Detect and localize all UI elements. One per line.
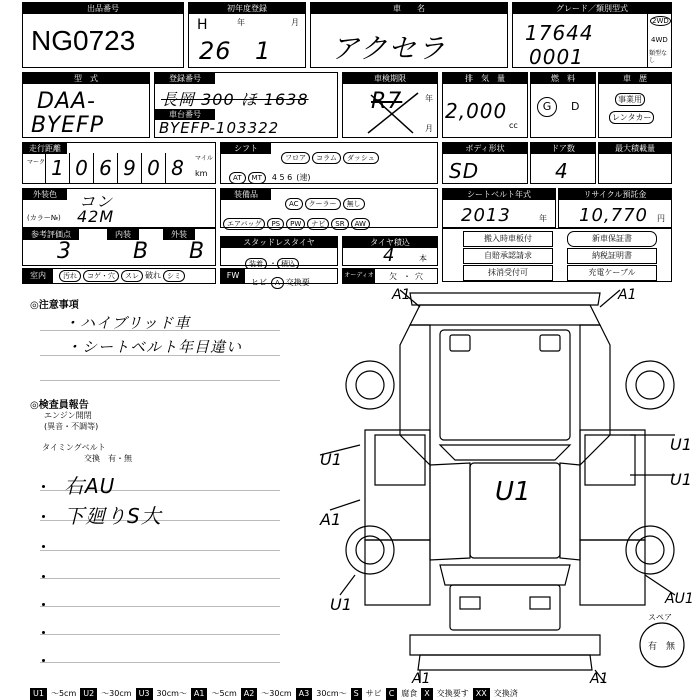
doors-box — [530, 142, 596, 184]
mileage-digits — [45, 153, 189, 183]
recycle-box — [558, 188, 672, 228]
studless-box — [220, 236, 338, 266]
recycle-unit: 円 — [657, 214, 665, 223]
legend-key: A2 — [241, 688, 258, 700]
fw-label: FW — [221, 269, 245, 283]
model-box — [22, 72, 150, 138]
report-label: ◎検査員報告 — [30, 400, 89, 411]
capacity-label: 最大積載量 — [599, 143, 671, 154]
legend-value: 〜30cm — [101, 689, 132, 698]
doc-4: 納税証明書 — [567, 248, 657, 264]
report-rule-6 — [40, 634, 280, 635]
doc-1: 搬入時車板付 — [463, 231, 553, 247]
equip-pw: PW — [286, 218, 305, 230]
legend-key: A1 — [191, 688, 208, 700]
shift-mt: MT — [248, 172, 266, 184]
cond-burn: コゲ・穴 — [83, 270, 119, 282]
mileage-mark: マーク — [27, 159, 46, 166]
audio-sep: ・ — [403, 272, 411, 281]
mileage-digit: 1 — [45, 153, 69, 183]
score-overall: 3 — [57, 239, 72, 264]
equip-none: 無し — [343, 198, 365, 210]
color-name: コン — [79, 192, 114, 211]
body-type-label: ボディ形状 — [443, 143, 527, 154]
note-line2: ・シートベルト年目違い — [66, 338, 243, 356]
diagram-mark-7: U1 — [330, 595, 352, 614]
inspection-strike — [363, 89, 423, 135]
car-name-label: 車 名 — [311, 3, 507, 14]
bullet-7 — [42, 659, 45, 662]
legend-key: S — [351, 688, 362, 700]
inspection-label: 車検期限 — [343, 73, 437, 84]
diagram-mark-10: A1 — [590, 671, 609, 687]
legend-value: 〜30cm — [261, 689, 292, 698]
mileage-digit: 0 — [69, 153, 93, 183]
cond-stain: 汚れ — [59, 270, 81, 282]
grade-label: グレード／類別型式 — [513, 3, 671, 14]
history-label: 車 歴 — [599, 73, 671, 84]
bullet-4 — [42, 575, 45, 578]
studless-mounted: 装着 — [245, 258, 267, 270]
model-label: 型 式 — [23, 73, 149, 84]
chassis-value: BYEFP-103322 — [159, 119, 280, 137]
diagram-mark-1: A1 — [392, 287, 411, 303]
score-interior: B — [133, 239, 150, 264]
bullet-3 — [42, 545, 45, 548]
color-box — [22, 188, 216, 228]
drive-2wd: 2WD — [652, 17, 669, 25]
doors-value: 4 — [555, 159, 569, 183]
inspection-month-unit: 月 — [425, 124, 433, 133]
first-reg-year-unit: 年 — [237, 18, 245, 27]
body-type-box — [442, 142, 528, 184]
diagram-mark-9: A1 — [412, 671, 431, 687]
seatbelt-label: シートベルト年式 — [443, 189, 555, 200]
car-name: アクセラ — [331, 32, 447, 65]
mileage-box — [22, 142, 216, 184]
cond-spot: シミ — [163, 270, 185, 282]
mileage-unit-km: km — [195, 169, 208, 178]
tires-label: タイヤ積込 — [343, 237, 437, 248]
first-reg-box — [188, 2, 306, 68]
shift-box — [220, 142, 438, 184]
doors-label: ドア数 — [531, 143, 595, 154]
interior-cond-box — [22, 268, 216, 284]
drive-none: 類型なし — [649, 50, 668, 64]
history-rental: レンタカー — [609, 111, 654, 124]
spare-no: 無 — [666, 642, 676, 652]
legend-value: 30cm〜 — [316, 689, 347, 698]
first-reg-month-unit: 月 — [291, 18, 299, 27]
mileage-unit-mile: マイル — [195, 155, 213, 162]
legend-value: 〜5cm — [211, 689, 237, 698]
doc-6: 充電ケーブル — [567, 265, 657, 281]
scores-box — [22, 228, 216, 266]
recycle-label: リサイクル預託金 — [559, 189, 671, 200]
seatbelt-box — [442, 188, 556, 228]
audio-hole: 穴 — [415, 272, 423, 281]
report-line1: 右AU — [64, 474, 116, 498]
legend-value: 〜5cm — [50, 689, 77, 698]
seatbelt-value: 2013 — [461, 205, 511, 226]
fw-crack: ヒビ — [251, 278, 267, 287]
shift-gears: 4 5 6 — [271, 173, 293, 182]
report-rule-7 — [40, 662, 280, 663]
drive-4wd: 4WD — [651, 36, 668, 44]
cond-tear: 破れ — [145, 271, 161, 280]
diagram-mark-2: A1 — [618, 287, 637, 303]
diagram-center-mark: U1 — [495, 477, 531, 507]
diagram-mark-6: U1 — [670, 470, 692, 489]
diagram-mark-8: AU1 — [665, 591, 694, 607]
displacement-value: 2,000 — [445, 99, 508, 123]
fw-replace: 交換要 — [285, 278, 310, 287]
legend-value: 30cm〜 — [156, 689, 187, 698]
shift-floor: フロア — [281, 152, 310, 164]
legend-key: A3 — [296, 688, 313, 700]
engine-label: エンジン開閉 — [44, 411, 92, 420]
bullet-2 — [42, 515, 45, 518]
first-reg-era: H — [197, 17, 208, 33]
mileage-digit: 9 — [117, 153, 141, 183]
note-line1: ・ハイブリッド車 — [64, 314, 191, 332]
registration-value: 長岡 300 ほ 1638 — [161, 90, 309, 109]
report-rule-4 — [40, 578, 280, 579]
fuel-diesel: D — [571, 100, 580, 113]
interior-cond-label: 室内 — [23, 269, 53, 283]
note-rule-3 — [40, 380, 280, 381]
legend-value: 交換済 — [493, 689, 518, 698]
color-label: 外装色 — [23, 189, 67, 200]
mileage-digit: 8 — [165, 153, 189, 183]
history-box — [598, 72, 672, 138]
docs-box — [442, 228, 672, 282]
audio-box — [342, 268, 438, 284]
exterior-label: 外装 — [163, 229, 195, 240]
recycle-value: 10,770 — [579, 205, 648, 226]
legend-value: 交換要す — [436, 689, 469, 698]
shift-column: コラム — [312, 152, 341, 164]
notes-label: ◎注意事項 — [30, 300, 79, 311]
equip-cooler: クーラー — [305, 198, 341, 210]
lot-label: 出品番号 — [23, 3, 183, 14]
doc-3: 自賠承認請求 — [463, 248, 553, 264]
fuel-label: 燃 料 — [531, 73, 595, 84]
equip-sr: SR — [331, 218, 348, 230]
color-sub: (カラー№) — [27, 214, 61, 222]
mileage-digit: 6 — [93, 153, 117, 183]
fuel-gasoline: G — [537, 97, 557, 117]
displacement-box — [442, 72, 528, 138]
bullet-5 — [42, 603, 45, 606]
equip-aw: AW — [351, 218, 370, 230]
doc-5: 抹消受付可 — [463, 265, 553, 281]
history-business: 事業用 — [615, 93, 645, 106]
capacity-box — [598, 142, 672, 184]
scores-label: 参考評価点 — [23, 229, 79, 240]
car-name-box — [310, 2, 508, 68]
tires-box — [342, 236, 438, 266]
chassis-label: 車台番号 — [155, 109, 215, 120]
grade-line2: 0001 — [529, 45, 584, 69]
displacement-label: 排 気 量 — [443, 73, 527, 84]
lot-number: NG0723 — [31, 25, 136, 56]
shift-speed-unit: (速) — [296, 173, 311, 182]
fw-a: A — [271, 277, 284, 289]
equip-ps: PS — [267, 218, 284, 230]
shift-dash: ダッシュ — [343, 152, 379, 164]
legend-key: C — [386, 688, 398, 700]
equipment-box — [220, 188, 438, 228]
mileage-label: 走行距離 — [23, 143, 67, 154]
report-rule-5 — [40, 606, 280, 607]
fuel-box — [530, 72, 596, 138]
color-code: 42M — [77, 207, 115, 226]
legend-value: サビ — [365, 689, 382, 698]
bullet-6 — [42, 631, 45, 634]
studless-loaded: 積込 — [277, 258, 299, 270]
body-type-value: SD — [449, 159, 480, 183]
report-line2: 下廻りS大 — [64, 504, 162, 528]
interior-label: 内装 — [107, 229, 139, 240]
diagram-mark-3: U1 — [320, 450, 342, 469]
lot-box — [22, 2, 184, 68]
grade-line1: 17644 — [525, 21, 594, 45]
seatbelt-unit: 年 — [539, 214, 547, 223]
inspection-box — [342, 72, 438, 138]
spare-yes: 有 — [648, 642, 658, 652]
report-rule-3 — [40, 550, 280, 551]
shift-label: シフト — [221, 143, 271, 154]
score-exterior: B — [189, 239, 206, 264]
audio-label: オーディオ — [343, 269, 375, 283]
car-diagram — [300, 285, 695, 687]
equip-navi: ナビ — [307, 218, 329, 230]
legend-key: XX — [473, 688, 490, 700]
studless-sep: ・ — [269, 259, 277, 268]
mileage-digit: 0 — [141, 153, 165, 183]
equipment-label: 装備品 — [221, 189, 271, 200]
spare-label: スペア — [648, 613, 672, 622]
tires-value: 4 — [383, 245, 396, 266]
shift-at: AT — [229, 172, 246, 184]
timing-label: タイミングベルト — [42, 443, 106, 452]
legend-key: U3 — [136, 688, 153, 700]
legend-key: U1 — [30, 688, 47, 700]
registration-label: 登録番号 — [155, 73, 215, 84]
diagram-mark-5: A1 — [320, 510, 342, 529]
equip-airbag: エアバッグ — [223, 218, 265, 230]
displacement-unit: cc — [509, 121, 518, 130]
model-line1: DAA- — [37, 89, 96, 114]
studless-label: スタッドレスタイヤ — [221, 237, 337, 248]
fw-box — [220, 268, 338, 287]
legend-key: X — [421, 688, 432, 700]
timing-opts: 交換 有・無 — [84, 454, 132, 463]
equip-ac: AC — [285, 198, 303, 210]
registration-box — [154, 72, 338, 138]
cond-scuff: スレ — [121, 270, 143, 282]
inspection-year-unit: 年 — [425, 94, 433, 103]
audio-missing: 欠 — [389, 272, 397, 281]
bullet-1 — [42, 485, 45, 488]
inspection-value: R7 — [371, 89, 403, 114]
first-reg-label: 初年度登録 — [189, 3, 305, 14]
model-line2: BYEFP — [31, 113, 104, 138]
grade-box — [512, 2, 672, 68]
diagram-mark-4: U1 — [670, 435, 692, 454]
doc-2: 新車保証書 — [567, 231, 657, 247]
first-reg-year: 26 — [199, 37, 232, 65]
engine-sub: (異音・不調等) — [44, 422, 99, 431]
damage-legend — [30, 688, 522, 700]
legend-key: U2 — [80, 688, 97, 700]
tires-unit: 本 — [419, 254, 427, 263]
first-reg-month: 1 — [255, 37, 272, 65]
legend-value: 腐食 — [401, 689, 418, 698]
